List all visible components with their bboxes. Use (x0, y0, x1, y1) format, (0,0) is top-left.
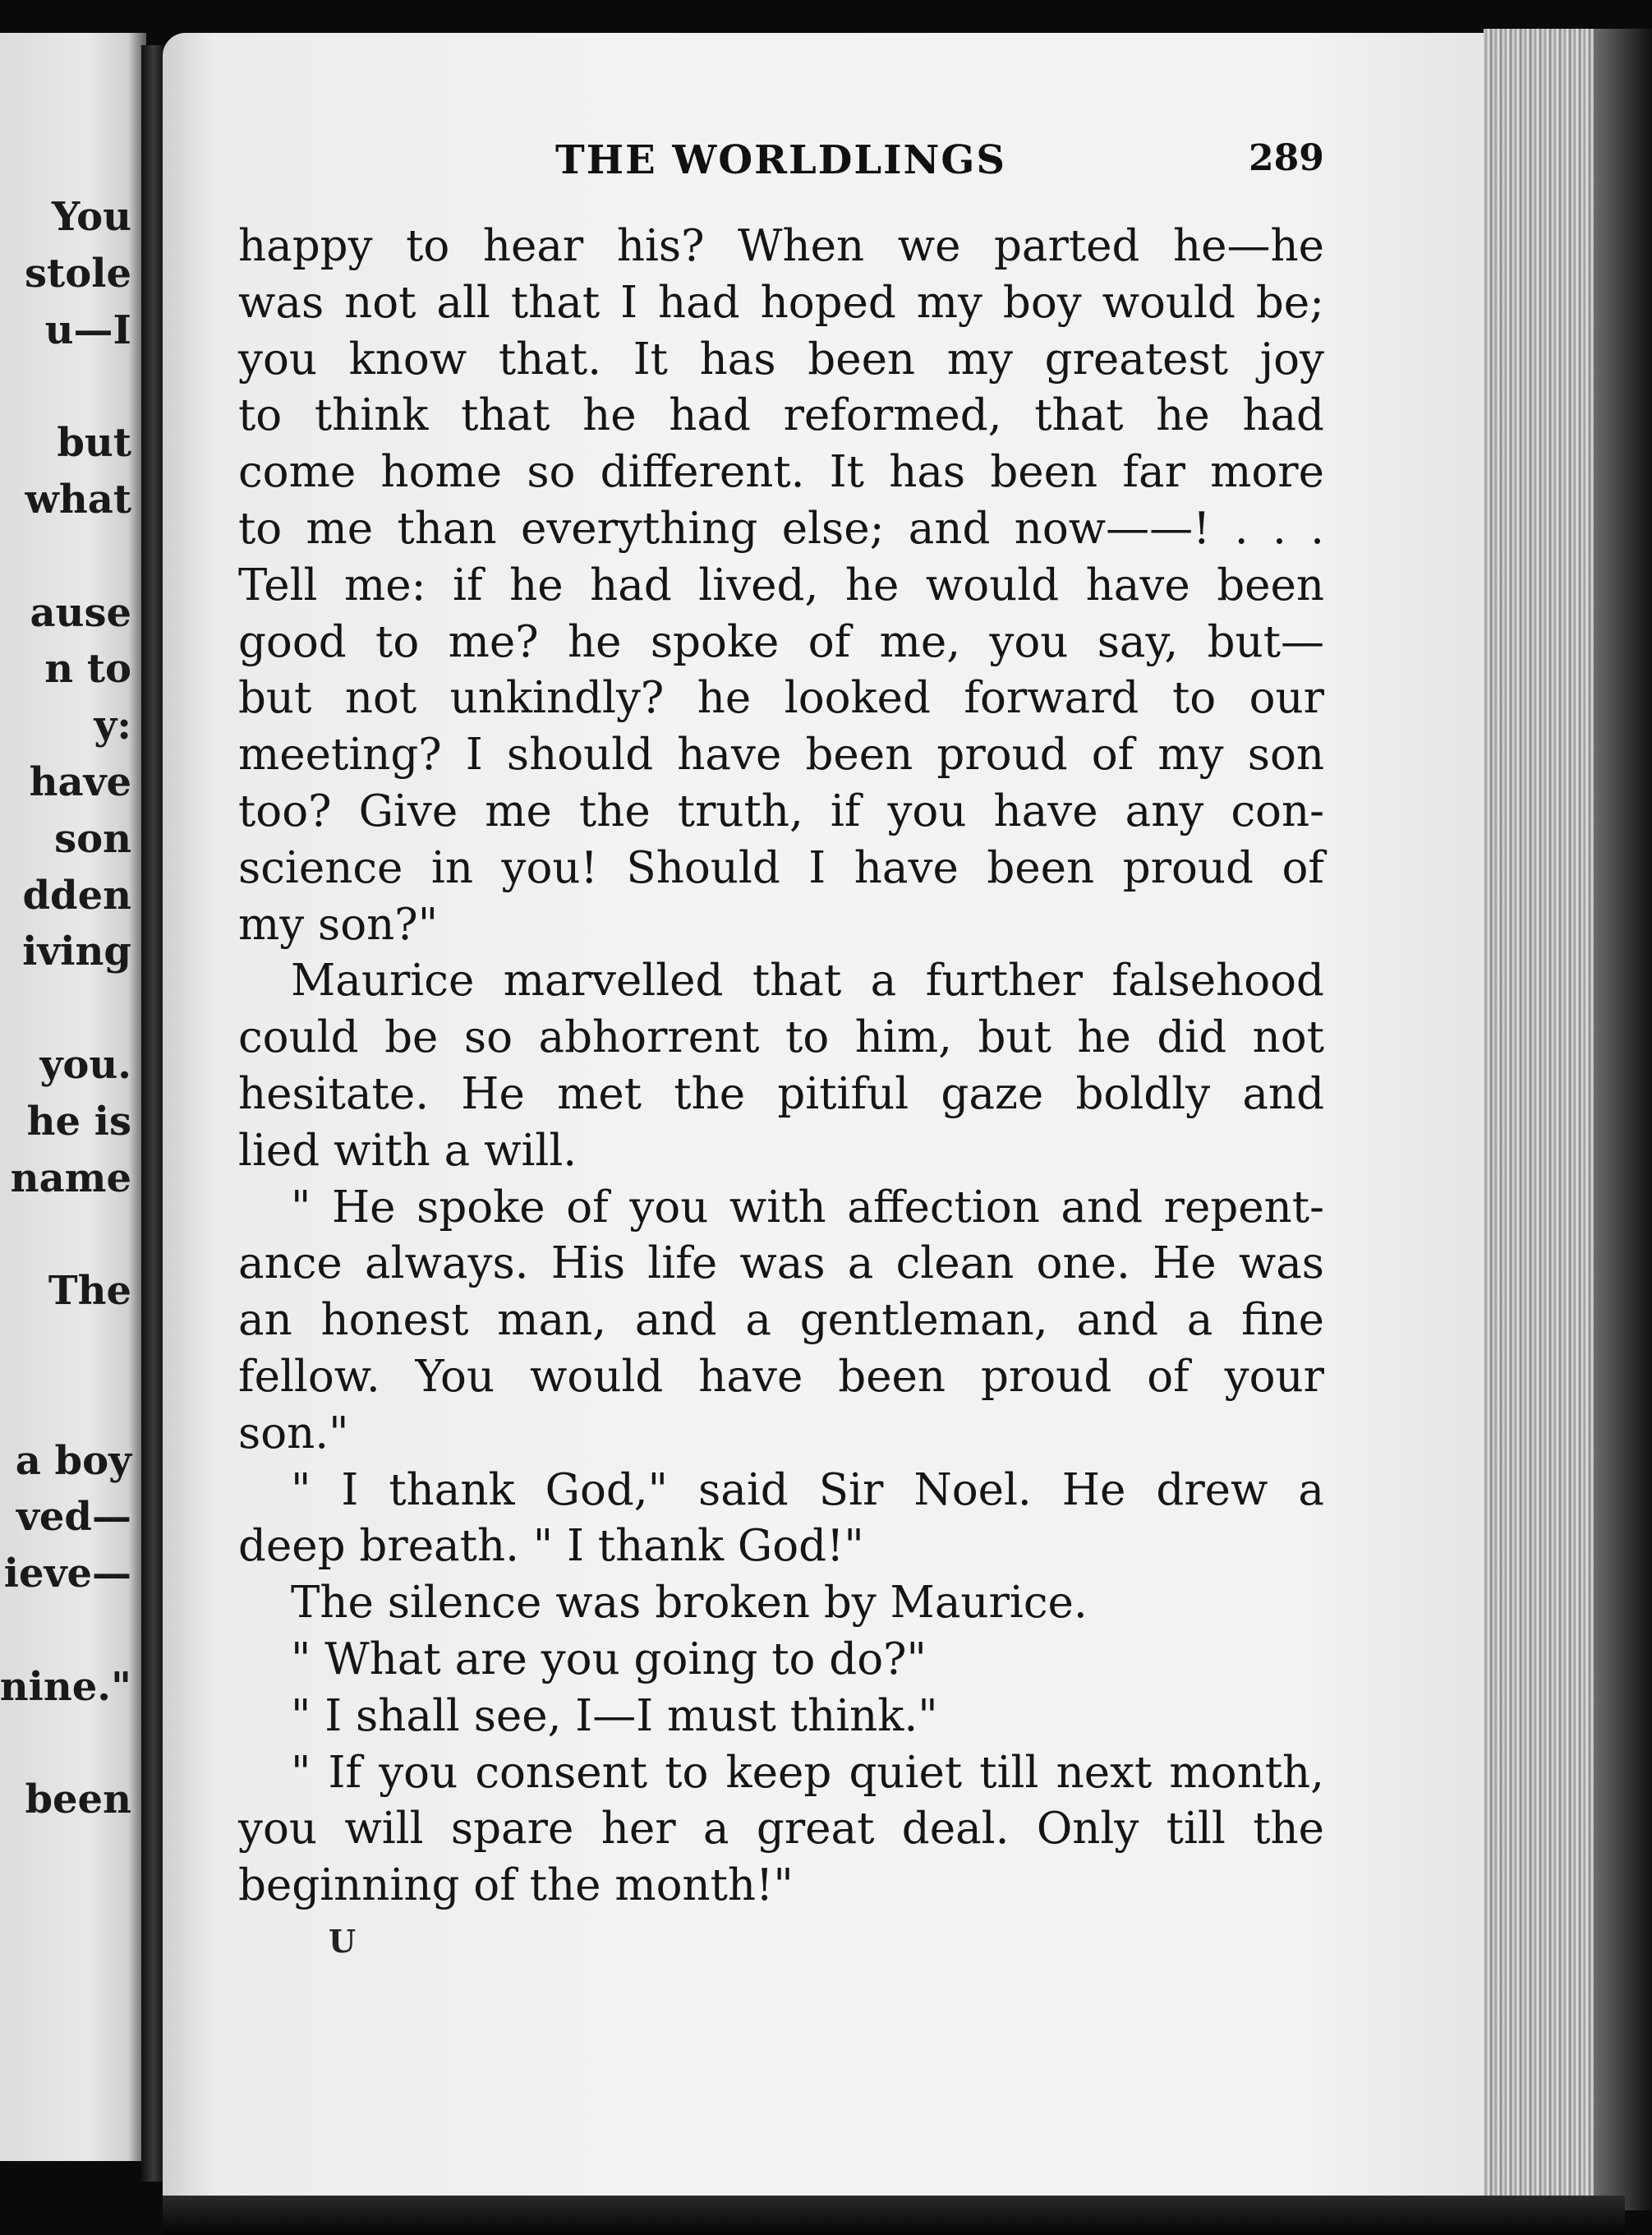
running-head-title: THE WORLDLINGS (555, 137, 1007, 183)
left-page-line: son (54, 815, 131, 862)
text-line: but not unkindly? he looked forward to our (238, 673, 1324, 724)
left-page-line: but (57, 420, 131, 467)
left-page-line: n to (44, 646, 131, 693)
text-line: could be so abhorrent to him, but he did not (238, 1012, 1324, 1063)
left-page-line: nine." (0, 1663, 131, 1710)
left-page-line: iving (22, 929, 131, 975)
text-line: an honest man, and a gentleman, and a fine (238, 1295, 1324, 1346)
text-line: " I thank God," said Sir Noel. He drew a (291, 1464, 1324, 1515)
left-page-line: stole (25, 250, 131, 297)
text-line: hesitate. He met the pitiful gaze boldly and (238, 1068, 1324, 1119)
left-page-line: a boy (15, 1437, 131, 1484)
page-number: 289 (1249, 137, 1324, 179)
left-page-line: what (25, 477, 131, 523)
text-line: come home so different. It has been far more (238, 447, 1324, 498)
signature-mark: U (329, 1923, 357, 1960)
body-text (238, 219, 1324, 1915)
text-line: fellow. You would have been proud of your (238, 1351, 1324, 1402)
text-line: deep breath. " I thank God!" (238, 1521, 864, 1572)
text-line: " He spoke of you with affection and repent- (291, 1182, 1324, 1233)
left-page-line: ved— (16, 1494, 131, 1541)
left-page-line: You (51, 194, 131, 240)
left-page-line: ause (30, 589, 131, 636)
text-line: beginning of the month!" (238, 1860, 794, 1911)
left-page-line: you. (39, 1042, 131, 1088)
left-page-line: name (10, 1154, 131, 1201)
text-line: Maurice marvelled that a further falsehood (291, 956, 1324, 1007)
text-line: " If you consent to keep quiet till next month, (291, 1747, 1324, 1798)
left-page-line: been (25, 1776, 131, 1823)
left-page-line: have (29, 759, 131, 805)
left-page-line: y: (94, 703, 131, 749)
text-line: science in you! Should I have been proud of (238, 842, 1324, 893)
left-facing-page (0, 33, 146, 2161)
bottom-shadow (163, 2196, 1625, 2235)
text-line: to me than everything else; and now——! . . . (238, 503, 1324, 554)
left-page-line: The (48, 1268, 131, 1315)
text-line: you know that. It has been my greatest joy (238, 334, 1324, 385)
text-line: lied with a will. (238, 1125, 578, 1176)
text-line: you will spare her a great deal. Only till the (238, 1804, 1324, 1855)
text-line: my son?" (238, 899, 439, 950)
text-line: too? Give me the truth, if you have any con- (238, 786, 1324, 836)
text-line: son." (238, 1408, 349, 1459)
text-line: meeting? I should have been proud of my son (238, 730, 1324, 781)
text-line: was not all that I had hoped my boy would be; (238, 277, 1324, 328)
left-page-line: he is (26, 1098, 131, 1145)
text-line: Tell me: if he had lived, he would have been (238, 560, 1324, 611)
running-head (0, 137, 1652, 195)
left-page-line: u—I (44, 306, 131, 353)
text-line: to think that he had reformed, that he had (238, 390, 1324, 441)
text-line: " I shall see, I—I must think." (291, 1690, 938, 1741)
text-line: ance always. His life was a clean one. He was (238, 1238, 1324, 1289)
text-line: The silence was broken by Maurice. (291, 1578, 1088, 1629)
text-line: " What are you going to do?" (291, 1634, 927, 1684)
page-edges-shadow (1594, 29, 1652, 2210)
left-page-line: ieve— (3, 1551, 131, 1597)
text-line: good to me? he spoke of me, you say, but— (238, 616, 1324, 667)
text-line: happy to hear his? When we parted he—he (238, 221, 1324, 271)
left-page-line: dden (22, 872, 131, 919)
